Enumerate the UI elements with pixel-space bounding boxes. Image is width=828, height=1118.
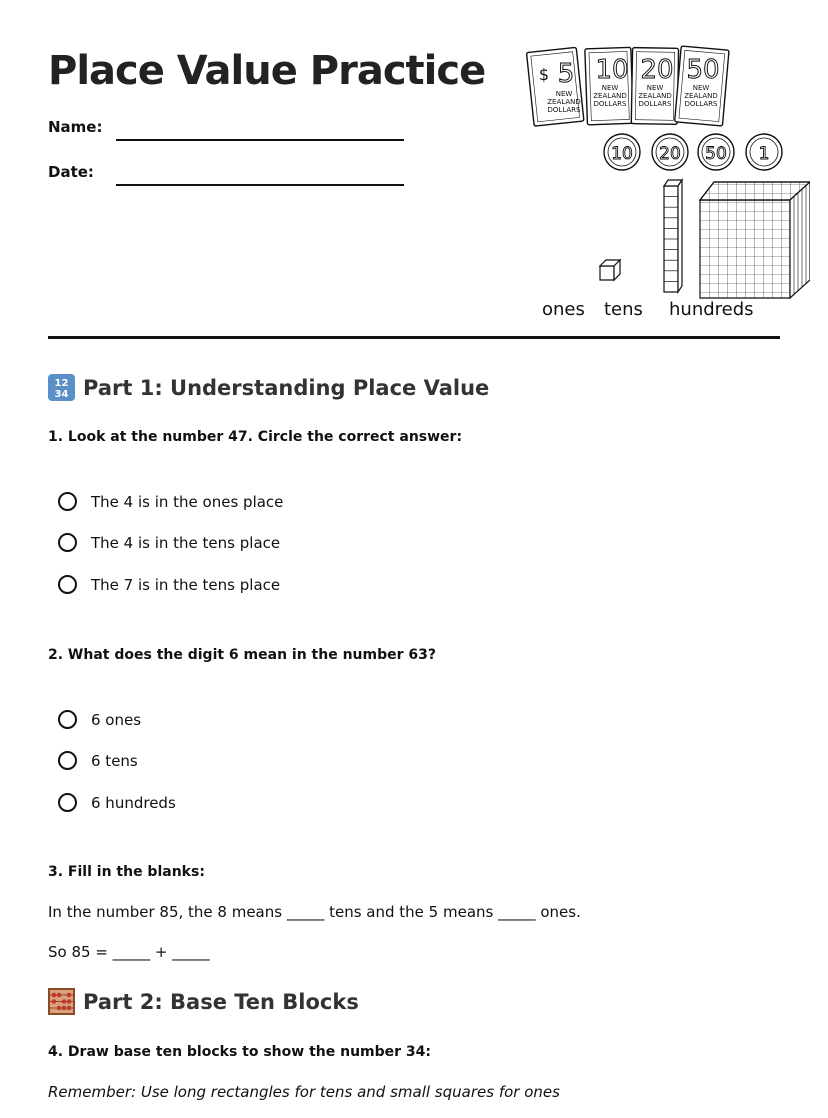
radio-circle[interactable] (58, 575, 77, 594)
svg-text:50: 50 (705, 144, 727, 164)
tens-label: tens (604, 299, 643, 320)
q1-option-3[interactable]: The 7 is in the tens place (58, 575, 280, 594)
money-and-blocks-image (520, 40, 810, 300)
q2-option-2[interactable]: 6 tens (58, 751, 138, 770)
svg-text:NEW: NEW (601, 84, 619, 92)
svg-text:DOLLARS: DOLLARS (638, 100, 672, 108)
svg-text:ZEALAND: ZEALAND (593, 92, 627, 100)
radio-circle[interactable] (58, 751, 77, 770)
svg-text:50: 50 (686, 55, 720, 85)
banknote-5 (526, 47, 583, 126)
svg-text:34: 34 (54, 389, 69, 400)
question-2-prompt: 2. What does the digit 6 mean in the number 63? (48, 647, 437, 663)
svg-text:$: $ (538, 65, 550, 84)
abacus-icon (48, 988, 75, 1015)
question-1-prompt: 1. Look at the number 47. Circle the correct answer: (48, 429, 463, 445)
date-field[interactable] (116, 162, 404, 186)
svg-text:NEW: NEW (555, 90, 573, 98)
svg-text:ZEALAND: ZEALAND (638, 92, 672, 100)
input-numbers-icon (48, 374, 75, 401)
q3-fill-blank-line-2[interactable]: So 85 = _____ + _____ (48, 943, 210, 961)
svg-text:DOLLARS: DOLLARS (547, 106, 581, 114)
hundreds-cube (700, 182, 810, 298)
ones-cube (600, 260, 620, 280)
radio-circle[interactable] (58, 793, 77, 812)
ones-label: ones (542, 299, 585, 320)
worksheet-page (48, 0, 780, 1118)
part2-title: Part 2: Base Ten Blocks (83, 989, 359, 1014)
svg-text:NEW: NEW (646, 84, 664, 92)
svg-text:10: 10 (611, 144, 633, 164)
q2-option-1[interactable]: 6 ones (58, 710, 141, 729)
svg-text:12: 12 (54, 378, 69, 389)
svg-text:ZEALAND: ZEALAND (547, 98, 581, 106)
tens-rod (664, 180, 682, 292)
svg-text:10: 10 (595, 55, 629, 85)
q3-fill-blank-line-1[interactable]: In the number 85, the 8 means _____ tens and the 5 means _____ ones. (48, 903, 581, 921)
part1-heading (48, 374, 489, 401)
q2-option-3[interactable]: 6 hundreds (58, 793, 176, 812)
radio-circle[interactable] (58, 710, 77, 729)
page-title: Place Value Practice (48, 48, 486, 94)
name-field[interactable] (116, 117, 404, 141)
part2-heading (48, 988, 359, 1015)
svg-text:ZEALAND: ZEALAND (684, 92, 718, 100)
place-value-illustration (520, 40, 810, 330)
svg-text:20: 20 (640, 55, 674, 85)
date-label: Date: (48, 163, 94, 181)
q1-option-1[interactable]: The 4 is in the ones place (58, 492, 283, 511)
svg-text:DOLLARS: DOLLARS (684, 100, 718, 108)
name-label: Name: (48, 118, 103, 136)
question-3-prompt: 3. Fill in the blanks: (48, 864, 205, 880)
radio-circle[interactable] (58, 492, 77, 511)
svg-text:NEW: NEW (692, 84, 710, 92)
question-4-prompt: 4. Draw base ten blocks to show the number 34: (48, 1044, 432, 1060)
header-divider (48, 336, 780, 339)
svg-text:5: 5 (557, 59, 575, 89)
q1-option-2[interactable]: The 4 is in the tens place (58, 533, 280, 552)
svg-text:1: 1 (758, 144, 770, 164)
svg-text:DOLLARS: DOLLARS (593, 100, 627, 108)
radio-circle[interactable] (58, 533, 77, 552)
svg-text:20: 20 (659, 144, 681, 164)
part1-title: Part 1: Understanding Place Value (83, 375, 490, 400)
q4-hint: Remember: Use long rectangles for tens and small squares for ones (48, 1083, 560, 1101)
hundreds-label: hundreds (669, 299, 754, 320)
